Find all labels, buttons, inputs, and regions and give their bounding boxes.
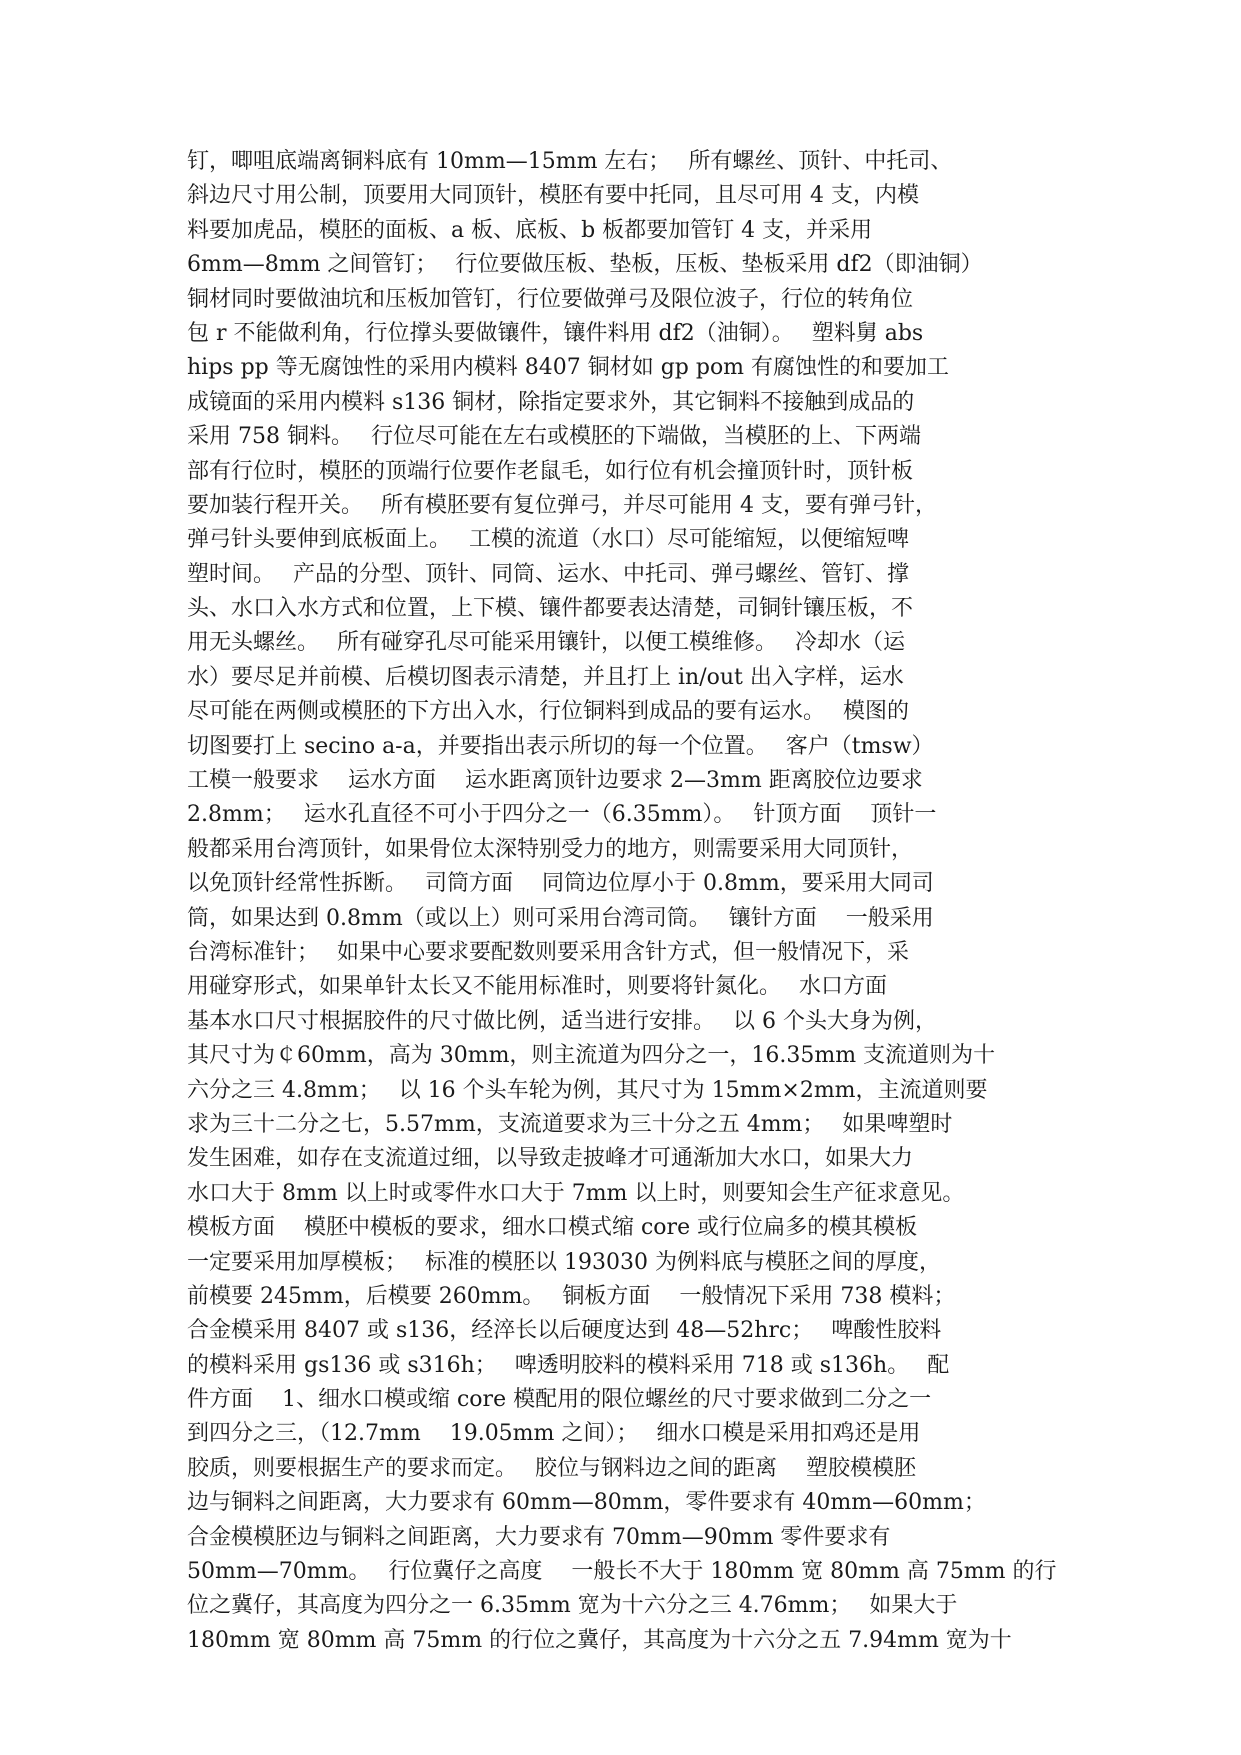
text-line: 合金模采用 8407 或 s136，经淬长以后硬度达到 48—52hrc； 啤酸性胶料 — [187, 1318, 942, 1344]
text-line: 发生困难，如存在支流道过细，以导致走披峰才可通渐加大水口，如果大力 — [187, 1146, 914, 1172]
text-line: 2.8mm； 运水孔直径不可小于四分之一（6.35mm）。 针顶方面 顶针一 — [187, 802, 937, 828]
text-line: 50mm—70mm。 行位冀仔之高度 一般长不大于 180mm 宽 80mm 高 75mm 的行 — [187, 1559, 1057, 1585]
text-line: 筒，如果达到 0.8mm（或以上）则可采用台湾司筒。 镶针方面 一般采用 — [187, 905, 934, 931]
text-line: 包 r 不能做利角，行位撑头要做镶件，镶件料用 df2（油铜）。 塑料舅 abs — [187, 320, 924, 346]
text-line: 般都采用台湾顶针，如果骨位太深特别受力的地方，则需要采用大同顶针， — [187, 836, 914, 862]
text-line: 件方面 1、细水口模或缩 core 模配用的限位螺丝的尺寸要求做到二分之一 — [187, 1387, 932, 1413]
text-line: 前模要 245mm，后模要 260mm。 铜板方面 一般情况下采用 738 模料； — [187, 1283, 956, 1309]
text-line: 水口大于 8mm 以上时或零件水口大于 7mm 以上时，则要知会生产征求意见。 — [187, 1180, 965, 1206]
text-line: 其尺寸为￠60mm，高为 30mm，则主流道为四分之一，16.35mm 支流道则为十 — [187, 1043, 996, 1069]
text-line: 要加装行程开关。 所有模胚要有复位弹弓，并尽可能用 4 支，要有弹弓针， — [187, 492, 937, 518]
text-line: 六分之三 4.8mm； 以 16 个头车轮为例，其尺寸为 15mm×2mm，主流道则要 — [187, 1077, 988, 1103]
text-line: 塑时间。 产品的分型、顶针、同筒、运水、中托司、弹弓螺丝、管钉、撑 — [187, 561, 909, 587]
text-line: 料要加虎品，模胚的面板、a 板、底板、b 板都要加管钉 4 支，并采用 — [187, 217, 873, 243]
text-line: 水）要尽足并前模、后模切图表示清楚，并且打上 in/out 出入字样，运水 — [187, 664, 904, 690]
text-line: 成镜面的采用内模料 s136 铜材，除指定要求外，其它铜料不接触到成品的 — [187, 389, 915, 415]
text-line: 合金模模胚边与铜料之间距离，大力要求有 70mm—90mm 零件要求有 — [187, 1524, 891, 1550]
text-line: 模板方面 模胚中模板的要求，细水口模式缩 core 或行位扁多的模其模板 — [187, 1215, 918, 1241]
text-line: 弹弓针头要伸到底板面上。 工模的流道（水口）尽可能缩短，以便缩短啤 — [187, 527, 909, 553]
text-line: 切图要打上 secino a-a，并要指出表示所切的每一个位置。 客户（tmsw） — [187, 733, 934, 759]
text-line: 工模一般要求 运水方面 运水距离顶针边要求 2—3mm 距离胶位边要求 — [187, 768, 923, 794]
text-line: 6mm—8mm 之间管钉； 行位要做压板、垫板，压板、垫板采用 df2（即油铜） — [187, 252, 983, 278]
text-line: 铜材同时要做油坑和压板加管钉，行位要做弹弓及限位波子，行位的转角位 — [187, 286, 914, 312]
text-line: 台湾标准针； 如果中心要求要配数则要采用含针方式，但一般情况下，采 — [187, 939, 909, 965]
text-line: 尽可能在两侧或模胚的下方出入水，行位铜料到成品的要有运水。 模图的 — [187, 699, 909, 725]
document-text-body — [187, 145, 1067, 1658]
text-line: 位之冀仔，其高度为四分之一 6.35mm 宽为十六分之三 4.76mm； 如果大于 — [187, 1593, 958, 1619]
text-line: hips pp 等无腐蚀性的采用内模料 8407 铜材如 gp pom 有腐蚀性的和要加工 — [187, 355, 950, 381]
text-line: 钉，唧咀底端离铜料底有 10mm—15mm 左右； 所有螺丝、顶针、中托司、 — [187, 149, 953, 174]
text-line: 基本水口尺寸根据胶件的尺寸做比例，适当进行安排。 以 6 个头大身为例， — [187, 1008, 937, 1034]
text-line: 求为三十二分之七，5.57mm，支流道要求为三十分之五 4mm； 如果啤塑时 — [187, 1111, 953, 1137]
text-line: 180mm 宽 80mm 高 75mm 的行位之冀仔，其高度为十六分之五 7.94mm 宽为十 — [187, 1627, 1012, 1653]
text-line: 斜边尺寸用公制，顶要用大同顶针，模胚有要中托同，且尽可用 4 支，内模 — [187, 183, 919, 209]
text-line: 采用 758 铜料。 行位尽可能在左右或模胚的下端做，当模胚的上、下两端 — [187, 424, 921, 450]
text-line: 边与铜料之间距离，大力要求有 60mm—80mm，零件要求有 40mm—60mm； — [187, 1490, 986, 1516]
text-line: 胶质，则要根据生产的要求而定。 胶位与钢料边之间的距离 塑胶模模胚 — [187, 1455, 916, 1481]
text-line: 部有行位时，模胚的顶端行位要作老鼠毛，如行位有机会撞顶针时，顶针板 — [187, 458, 914, 484]
text-line: 用无头螺丝。 所有碰穿孔尽可能采用镶针，以便工模维修。 冷却水（运 — [187, 630, 905, 656]
text-line: 以免顶针经常性拆断。 司筒方面 同筒边位厚小于 0.8mm，要采用大同司 — [187, 871, 934, 897]
text-line: 的模料采用 gs136 或 s316h； 啤透明胶料的模料采用 718 或 s136h。 配 — [187, 1352, 950, 1378]
text-line: 一定要采用加厚模板； 标准的模胚以 193030 为例料底与模胚之间的厚度， — [187, 1249, 941, 1275]
text-line: 到四分之三，（12.7mm 19.05mm 之间）； 细水口模是采用扣鸡还是用 — [187, 1421, 921, 1447]
text-line: 用碰穿形式，如果单针太长又不能用标准时，则要将针氮化。 水口方面 — [187, 974, 887, 1000]
text-line: 头、水口入水方式和位置，上下模、镶件都要表达清楚，司铜针镶压板，不 — [187, 596, 914, 622]
